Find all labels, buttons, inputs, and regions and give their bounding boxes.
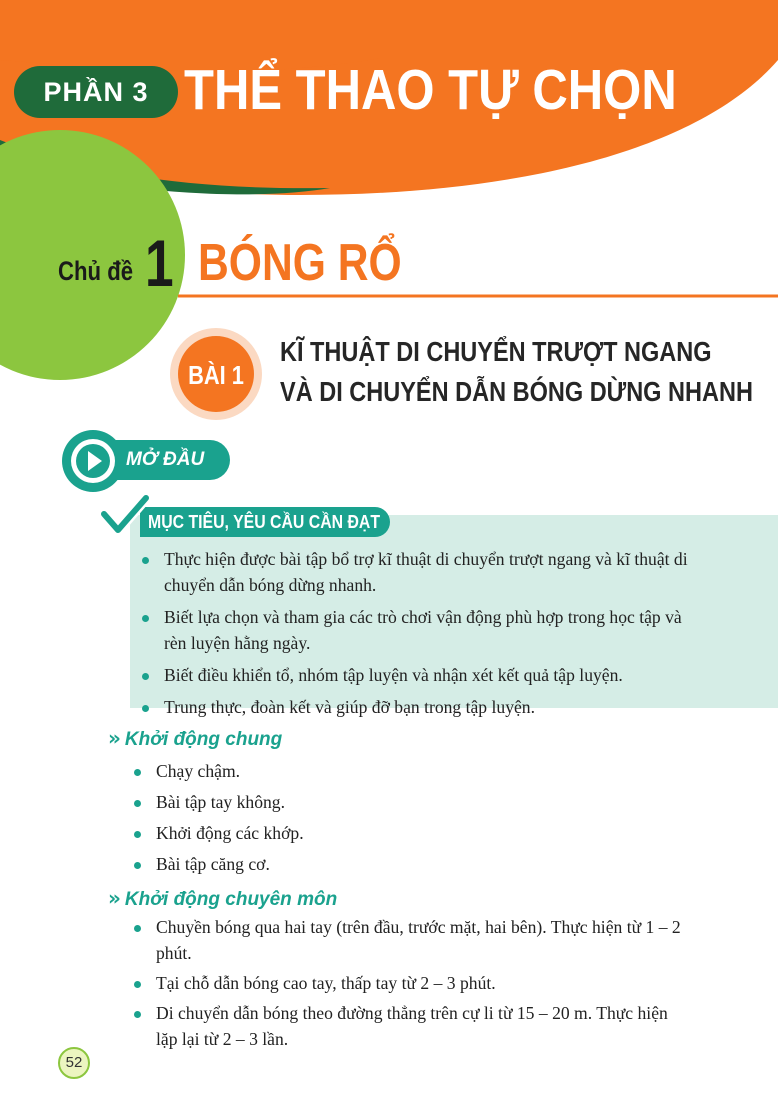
checkmark-icon <box>98 492 152 540</box>
intro-label: MỞ ĐẦU <box>126 449 205 470</box>
part-label: PHẦN 3 <box>14 66 178 118</box>
list-item: Bài tập tay không. <box>130 789 730 815</box>
double-chevron-icon: » <box>108 726 121 750</box>
list-item: Trung thực, đoàn kết và giúp đỡ bạn trong tập luyện. <box>138 694 758 720</box>
warmup-specific-title: Khởi động chuyên môn <box>124 889 338 910</box>
list-item: Di chuyển dẫn bóng theo đường thẳng trên cự li từ 15 – 20 m. Thực hiện lặp lại từ 2 – 3 lần. <box>130 1000 750 1052</box>
warmup-general-list <box>130 758 730 882</box>
topic-number: 1 <box>145 226 174 300</box>
play-icon <box>60 428 126 494</box>
lesson-label: BÀI 1 <box>188 360 244 390</box>
list-item: Biết điều khiển tổ, nhóm tập luyện và nhận xét kết quả tập luyện. <box>138 662 758 688</box>
topic-label: Chủ đề <box>58 256 134 286</box>
warmup-general-title: Khởi động chung <box>124 729 283 750</box>
double-chevron-icon: » <box>108 886 121 910</box>
topic-title: BÓNG RỔ <box>198 234 402 292</box>
list-item: Chuyền bóng qua hai tay (trên đầu, trước mặt, hai bên). Thực hiện từ 1 – 2 phút. <box>130 914 750 966</box>
list-item: Bài tập căng cơ. <box>130 851 730 877</box>
warmup-specific-heading <box>108 886 337 911</box>
warmup-specific-list <box>130 914 750 1056</box>
part-title: THỂ THAO TỰ CHỌN <box>184 58 677 122</box>
warmup-general-heading <box>108 726 282 751</box>
list-item: Thực hiện được bài tập bổ trợ kĩ thuật di chuyển trượt ngang và kĩ thuật di chuyển dẫn bóng dừng nhanh. <box>138 546 758 598</box>
list-item: Biết lựa chọn và tham gia các trò chơi vận động phù hợp trong học tập và rèn luyện hằng ngày. <box>138 604 758 656</box>
list-item: Chạy chậm. <box>130 758 730 784</box>
list-item: Tại chỗ dẫn bóng cao tay, thấp tay từ 2 – 3 phút. <box>130 970 750 996</box>
list-item: Khởi động các khớp. <box>130 820 730 846</box>
page-number: 52 <box>58 1047 90 1079</box>
goals-title: MỤC TIÊU, YÊU CẦU CẦN ĐẠT <box>148 512 381 532</box>
goals-list <box>138 546 758 726</box>
lesson-title: KĨ THUẬT DI CHUYỂN TRƯỢT NGANG VÀ DI CHUYỂN DẪN BÓNG DỪNG NHANH <box>280 336 753 407</box>
